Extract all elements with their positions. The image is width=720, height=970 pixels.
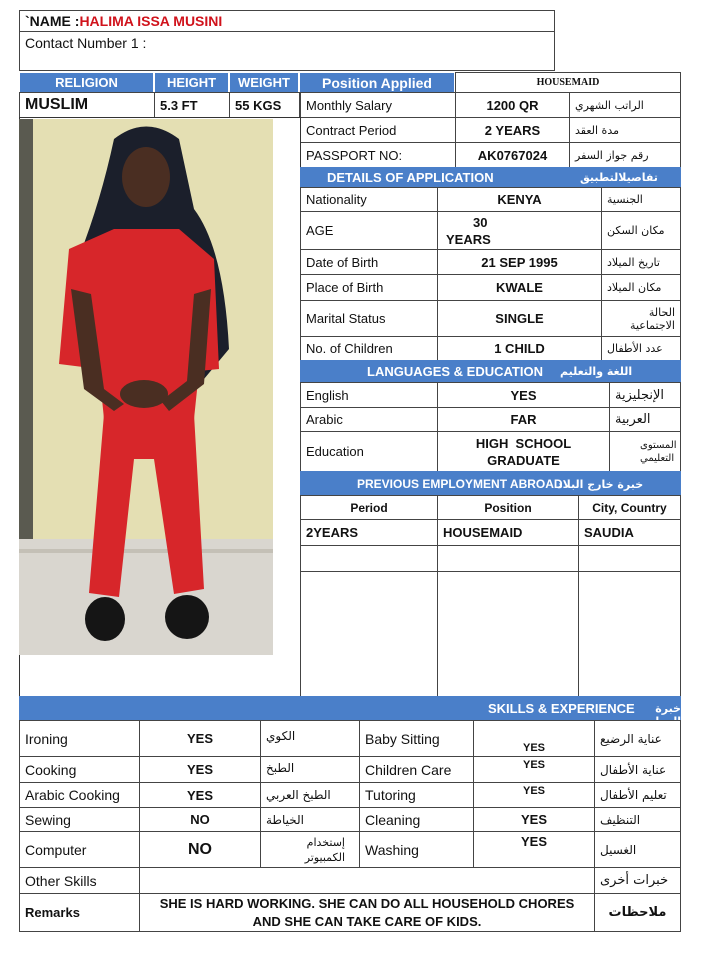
remarks-label: Remarks	[19, 893, 140, 932]
name-row	[19, 10, 555, 32]
emp-empty-2b	[437, 571, 579, 697]
skill-computer-ar-1: إستخدام	[306, 835, 345, 849]
arabic-ar: العربية	[609, 407, 681, 432]
marital-label: Marital Status	[300, 300, 438, 337]
skill-arabiccooking-label: Arabic Cooking	[19, 782, 140, 808]
skill-cleaning-label: Cleaning	[359, 807, 474, 832]
marital-ar: الحالة الاجتماعية	[601, 300, 681, 337]
remarks-value	[139, 893, 595, 932]
contact-label: Contact Number 1 :	[25, 35, 147, 51]
height-value: 5.3 FT	[154, 92, 230, 118]
skill-tutoring-ar: تعليم الأطفال	[594, 782, 681, 808]
position-header: Position Applied	[299, 72, 455, 93]
skill-babysitting-ar: عناية الرضيع	[594, 720, 681, 757]
age-ar: مكان السكن	[601, 211, 681, 250]
emp-period: 2YEARS	[300, 519, 438, 546]
education-line1: HIGH SCHOOL	[475, 435, 572, 451]
employment-title: PREVIOUS EMPLOYMENT ABROAD	[357, 477, 563, 491]
skill-childrencare-ar: عناية الأطفال	[594, 756, 681, 783]
emp-position: HOUSEMAID	[437, 519, 579, 546]
education-ar	[609, 431, 681, 472]
col-position: Position	[437, 495, 579, 520]
skill-arabiccooking-ar: الطبخ العربي	[260, 782, 360, 808]
skill-computer-label: Computer	[19, 831, 140, 868]
nationality-label: Nationality	[300, 187, 438, 212]
skills-title-ar: خبرة العمل	[649, 702, 681, 728]
name-label: `NAME :	[25, 13, 80, 29]
education-line2: GRADUATE	[487, 452, 560, 468]
skill-ironing-value: YES	[139, 720, 261, 757]
nationality-value: KENYA	[437, 187, 602, 212]
period-ar: مدة العقد	[569, 117, 681, 143]
skill-cleaning-ar: التنظيف	[594, 807, 681, 832]
languages-title-ar: اللغة والتعليم	[560, 365, 633, 378]
dob-label: Date of Birth	[300, 249, 438, 275]
skill-cleaning-value: YES	[473, 807, 595, 832]
skill-washing-ar: الغسيل	[594, 831, 681, 868]
name-value: HALIMA ISSA MUSINI	[79, 13, 223, 29]
english-value: YES	[437, 382, 610, 408]
other-skills-ar: خبرات أخرى	[594, 867, 681, 894]
english-label: English	[300, 382, 438, 408]
skill-sewing-label: Sewing	[19, 807, 140, 832]
languages-header	[300, 360, 681, 383]
emp-empty-1a	[300, 545, 438, 572]
education-ar-2: التعليمي	[640, 452, 675, 464]
dob-value: 21 SEP 1995	[437, 249, 602, 275]
skill-sewing-value: NO	[139, 807, 261, 832]
emp-empty-1c	[578, 545, 681, 572]
salary-value: 1200 QR	[455, 92, 570, 118]
period-label: Contract Period	[300, 117, 456, 143]
application-title: DETAILS OF APPLICATION	[327, 170, 494, 185]
marital-value: SINGLE	[437, 300, 602, 337]
age-label: AGE	[300, 211, 438, 250]
remarks-line2: AND SHE CAN TAKE CARE OF KIDS.	[252, 913, 482, 929]
education-label: Education	[300, 431, 438, 472]
skill-babysitting-value: YES	[473, 720, 595, 757]
skill-arabiccooking-value: YES	[139, 782, 261, 808]
children-value: 1 CHILD	[437, 336, 602, 361]
skill-washing-label: Washing	[359, 831, 474, 868]
skill-cooking-label: Cooking	[19, 756, 140, 783]
skill-washing-value: YES	[473, 831, 595, 868]
religion-value: MUSLIM	[19, 92, 155, 118]
education-value	[437, 431, 610, 472]
skill-ironing-ar: الكوي	[260, 720, 360, 757]
position-value: HOUSEMAID	[455, 72, 681, 93]
emp-empty-2c	[578, 571, 681, 697]
arabic-value: FAR	[437, 407, 610, 432]
arabic-label: Arabic	[300, 407, 438, 432]
english-ar: الإنجليزية	[609, 382, 681, 408]
passport-value: AK0767024	[455, 142, 570, 168]
pob-label: Place of Birth	[300, 274, 438, 301]
nationality-ar: الجنسية	[601, 187, 681, 212]
skill-ironing-label: Ironing	[19, 720, 140, 757]
remarks-ar: ملاحظات	[594, 893, 681, 932]
employment-title-ar: خبرة خارج البلاد	[557, 478, 644, 491]
children-ar: عدد الأطفال	[601, 336, 681, 361]
dob-ar: تاريخ الميلاد	[601, 249, 681, 275]
skill-babysitting-label: Baby Sitting	[359, 720, 474, 757]
skill-computer-ar-2: الكمبيوتر	[304, 850, 345, 864]
age-unit: YEARS	[446, 231, 491, 247]
languages-title: LANGUAGES & EDUCATION	[367, 364, 543, 379]
skill-childrencare-value: YES	[473, 756, 595, 783]
weight-value: 55 KGS	[229, 92, 300, 118]
skills-title: SKILLS & EXPERIENCE	[488, 701, 635, 716]
application-header	[300, 167, 681, 188]
contact-row	[19, 31, 555, 71]
age-value	[437, 211, 602, 250]
application-title-ar: تفاصيلالتطبيق	[580, 171, 658, 184]
emp-empty-2a	[300, 571, 438, 697]
skill-childrencare-label: Children Care	[359, 756, 474, 783]
skill-computer-ar	[260, 831, 360, 868]
age-number: 30	[473, 214, 488, 230]
education-ar-1: المستوى	[640, 439, 677, 451]
height-header: HEIGHT	[154, 72, 229, 93]
skills-header	[19, 696, 681, 728]
other-skills-label: Other Skills	[19, 867, 140, 894]
remarks-line1: SHE IS HARD WORKING. SHE CAN DO ALL HOUSEHOLD CHORES	[159, 895, 575, 911]
pob-value: KWALE	[437, 274, 602, 301]
passport-label: PASSPORT NO:	[300, 142, 456, 168]
employment-header	[300, 471, 681, 496]
salary-ar: الراتب الشهري	[569, 92, 681, 118]
skill-computer-value: NO	[139, 831, 261, 868]
skill-cooking-ar: الطبخ	[260, 756, 360, 783]
emp-city: SAUDIA	[578, 519, 681, 546]
pob-ar: مكان الميلاد	[601, 274, 681, 301]
col-city: City, Country	[578, 495, 681, 520]
col-period: Period	[300, 495, 438, 520]
religion-header: RELIGION	[19, 72, 154, 93]
passport-ar: رقم جواز السفر	[569, 142, 681, 168]
applicant-photo	[19, 119, 273, 655]
skill-tutoring-value: YES	[473, 782, 595, 808]
period-value: 2 YEARS	[455, 117, 570, 143]
skill-sewing-ar: الخياطة	[260, 807, 360, 832]
salary-label: Monthly Salary	[300, 92, 456, 118]
emp-empty-1b	[437, 545, 579, 572]
skill-cooking-value: YES	[139, 756, 261, 783]
children-label: No. of Children	[300, 336, 438, 361]
weight-header: WEIGHT	[229, 72, 299, 93]
skill-tutoring-label: Tutoring	[359, 782, 474, 808]
other-skills-value	[139, 867, 595, 894]
